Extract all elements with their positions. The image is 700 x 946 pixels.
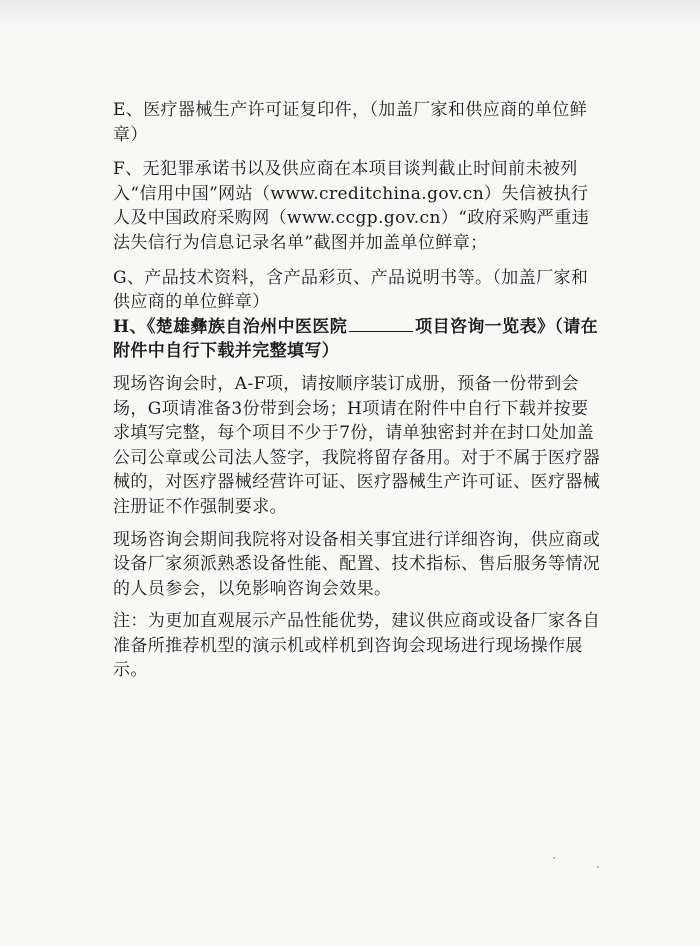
document-body	[113, 98, 603, 683]
paragraph-meeting: 现场咨询会期间我院将对设备相关事宜进行详细咨询，供应商或设备厂家须派熟悉设备性能、配置、技术指标、售后服务等情况的人员参会，以免影响咨询会效果。	[113, 529, 601, 599]
item-g: G、产品技术资料，含产品彩页、产品说明书等。（加盖厂家和供应商的单位鲜章）	[113, 267, 589, 313]
scan-speck	[597, 866, 599, 868]
fill-in-blank	[349, 330, 413, 332]
paragraph-submission: 现场咨询会时，A-F项，请按顺序装订成册，预备一份带到会场，G项请准备3份带到会场；H项请在附件中自行下载并按要求填写完整，每个项目不少于7份，请单独密封并在封口处加盖公司公章或公司法人签字，我院将留存备用。对于不属于医疗器械的，对医疗器械经营许可证、医疗器械生产许可证、医疗器械注册证不作强制要求。	[113, 373, 601, 517]
note-paragraph: 注：为更加直观展示产品性能优势，建议供应商或设备厂家各自准备所推荐机型的演示机或样机到咨询会现场进行现场操作展示。	[113, 611, 601, 681]
item-h-suffix: 项目咨询一览表》（请在附件中自行下载并完整填写）	[113, 316, 599, 362]
scan-speck	[553, 857, 555, 859]
item-f: F、无犯罪承诺书以及供应商在本项目谈判截止时间前未被列入“信用中国”网站（www.creditchina.gov.cn）失信被执行人及中国政府采购网（www.ccgp.gov.cn）“政府采购严重违法失信行为信息记录名单”截图并加盖单位鲜章；	[113, 159, 590, 253]
item-h-prefix: H、《楚雄彝族自治州中医医院	[113, 316, 348, 337]
item-h	[113, 315, 603, 364]
item-e: E、医疗器械生产许可证复印件，（加盖厂家和供应商的单位鲜章）	[113, 100, 588, 145]
